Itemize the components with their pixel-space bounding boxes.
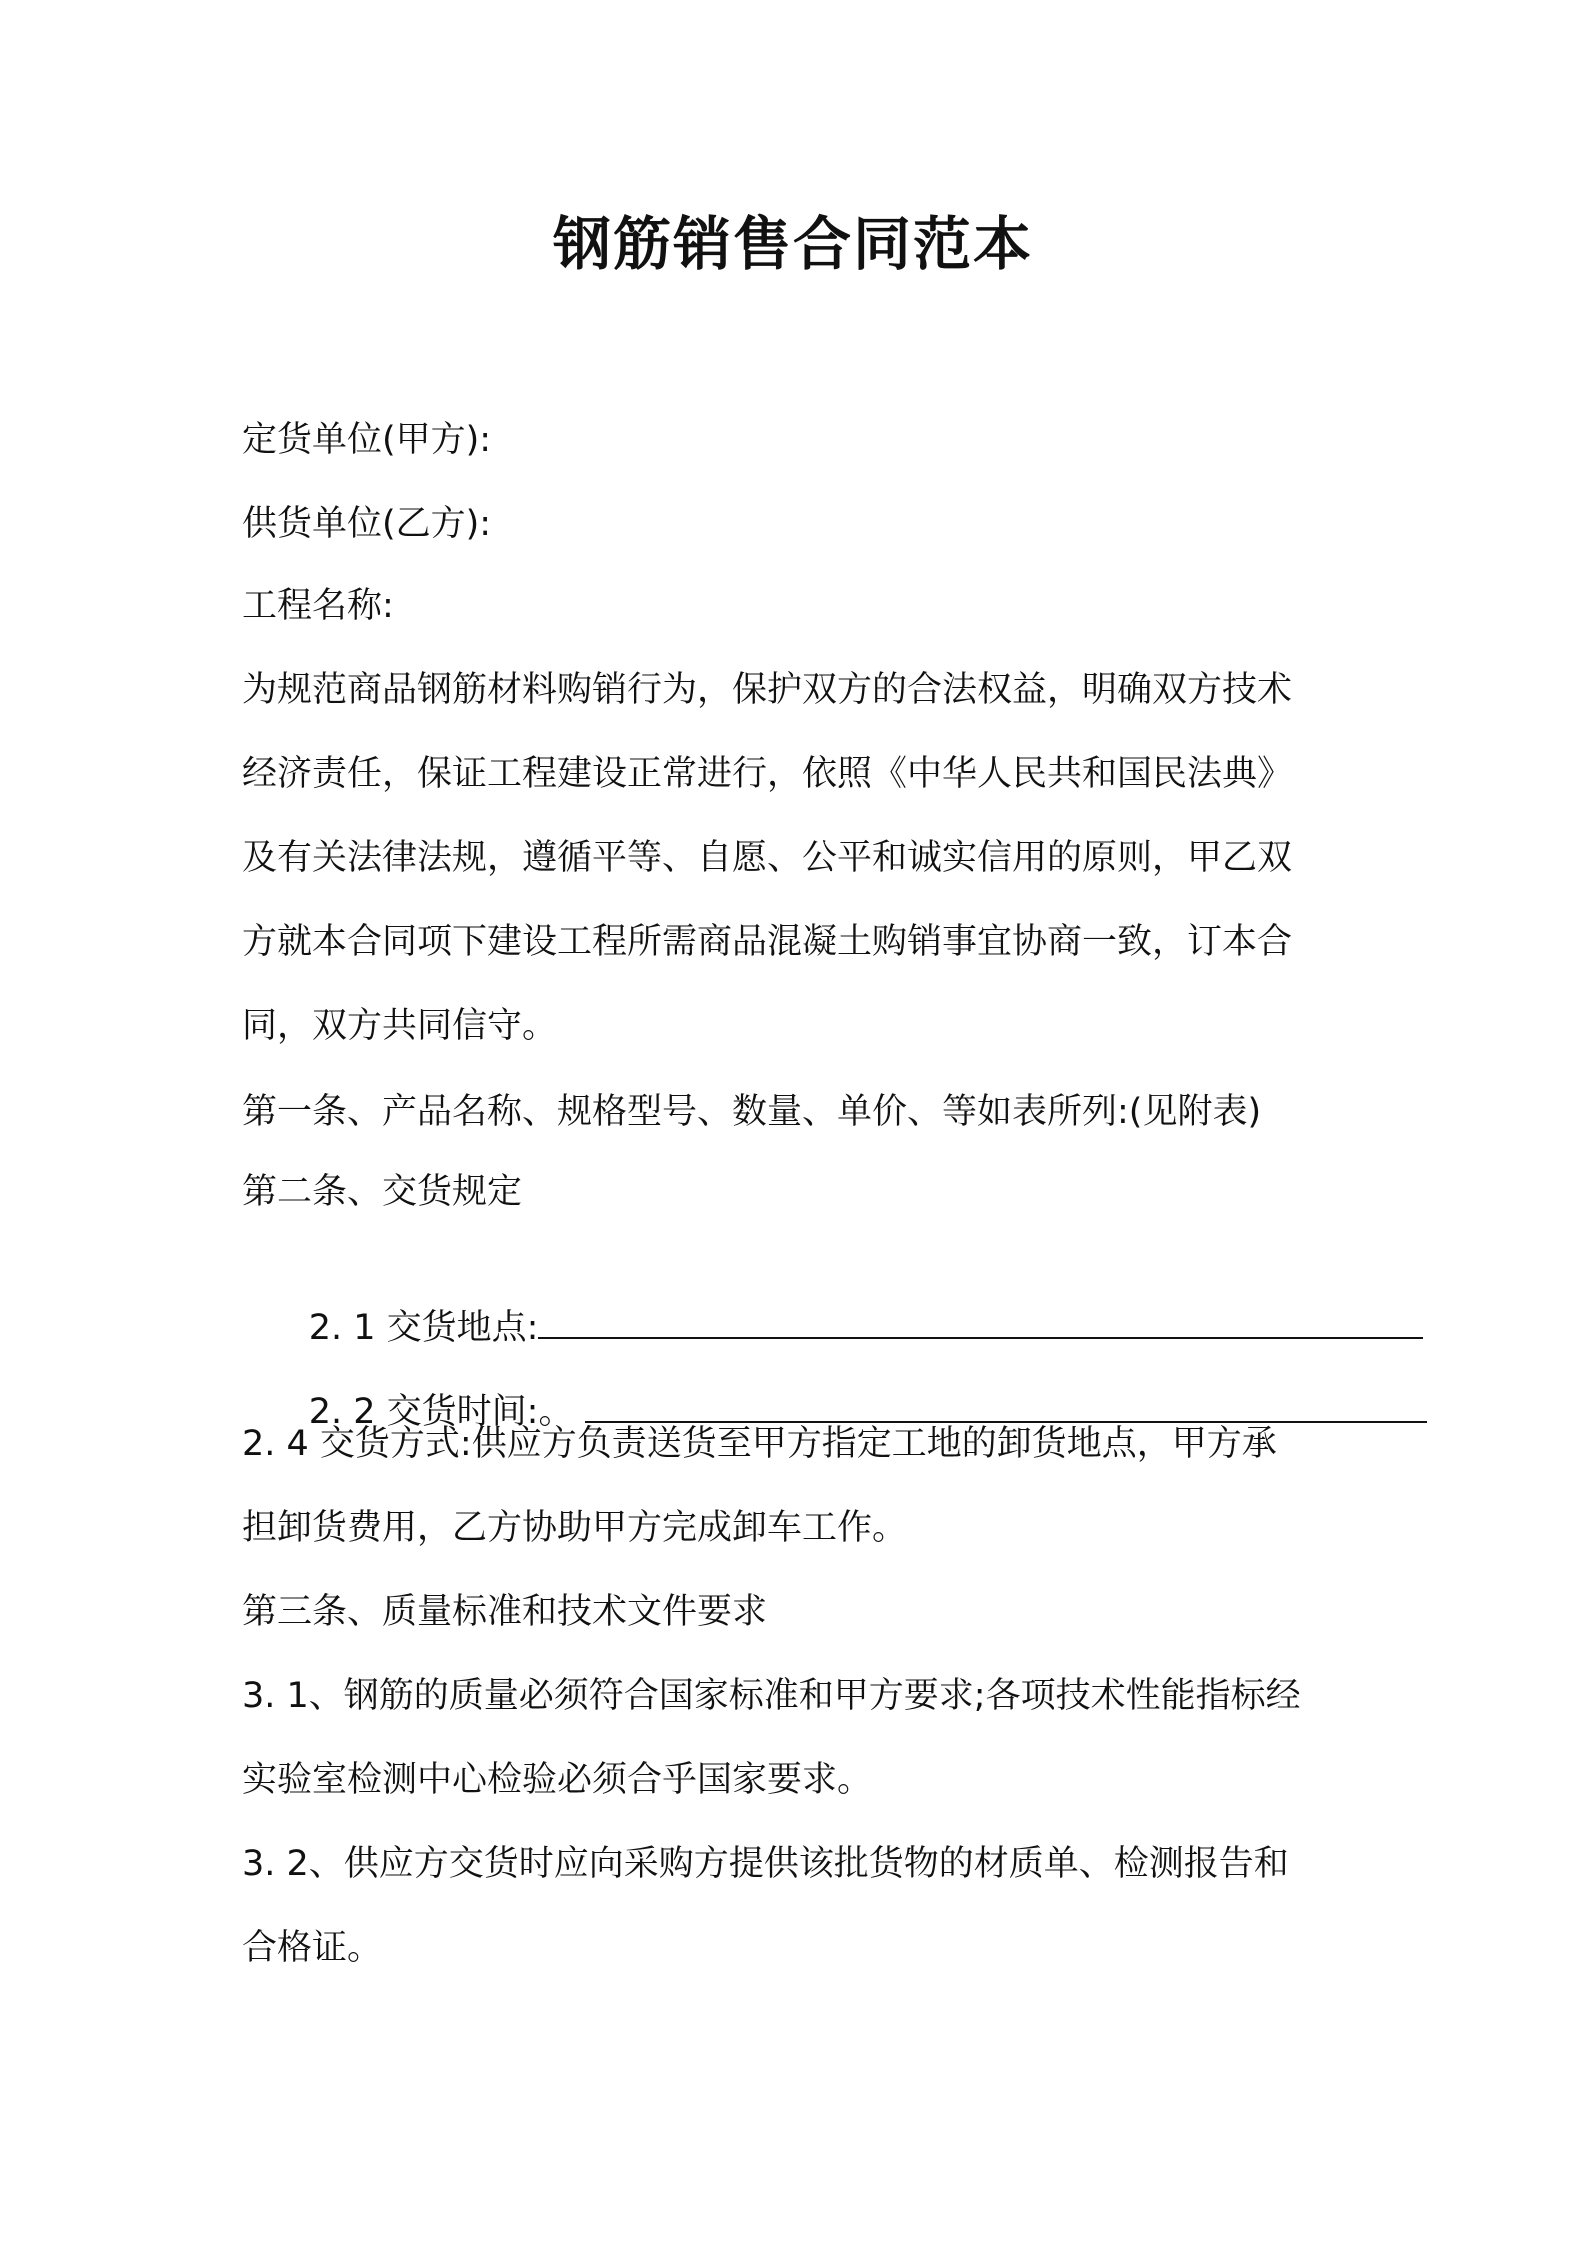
preamble-line-4: 方就本合同项下建设工程所需商品混凝土购销事宜协商一致，订本合 — [242, 922, 1293, 962]
article-3-heading: 第三条、质量标准和技术文件要求 — [242, 1592, 768, 1632]
delivery-method-line-2: 担卸货费用，乙方协助甲方完成卸车工作。 — [242, 1508, 908, 1548]
clause-3-2-line-1: 3. 2、供应方交货时应向采购方提供该批货物的材质单、检测报告和 — [242, 1844, 1289, 1884]
document-title: 钢筋销售合同范本 — [552, 210, 1033, 278]
article-1-line: 第一条、产品名称、规格型号、数量、单价、等如表所列:(见附表) — [242, 1092, 1262, 1132]
party-a-line: 定货单位(甲方): — [242, 420, 492, 460]
delivery-time-label: 2. 2 交货时间:。 — [308, 1392, 574, 1432]
preamble-line-1: 为规范商品钢筋材料购销行为，保护双方的合法权益，明确双方技术 — [242, 670, 1293, 710]
preamble-line-5: 同，双方共同信守。 — [242, 1006, 558, 1046]
clause-3-2-line-2: 合格证。 — [242, 1928, 383, 1968]
clause-3-1-line-2: 实验室检测中心检验必须合乎国家要求。 — [242, 1760, 873, 1800]
preamble-line-3: 及有关法律法规，遵循平等、自愿、公平和诚实信用的原则，甲乙双 — [242, 838, 1293, 878]
preamble-line-2: 经济责任，保证工程建设正常进行，依照《中华人民共和国民法典》 — [242, 754, 1293, 794]
delivery-location-label: 2. 1 交货地点: — [308, 1308, 539, 1348]
party-b-line: 供货单位(乙方): — [242, 504, 492, 544]
clause-3-1-line-1: 3. 1、钢筋的质量必须符合国家标准和甲方要求;各项技术性能指标经 — [242, 1676, 1301, 1716]
project-name-line: 工程名称: — [242, 586, 394, 626]
delivery-method-line-1: 2. 4 交货方式:供应方负责送货至甲方指定工地的卸货地点，甲方承 — [242, 1424, 1277, 1464]
article-2-heading: 第二条、交货规定 — [242, 1172, 523, 1212]
